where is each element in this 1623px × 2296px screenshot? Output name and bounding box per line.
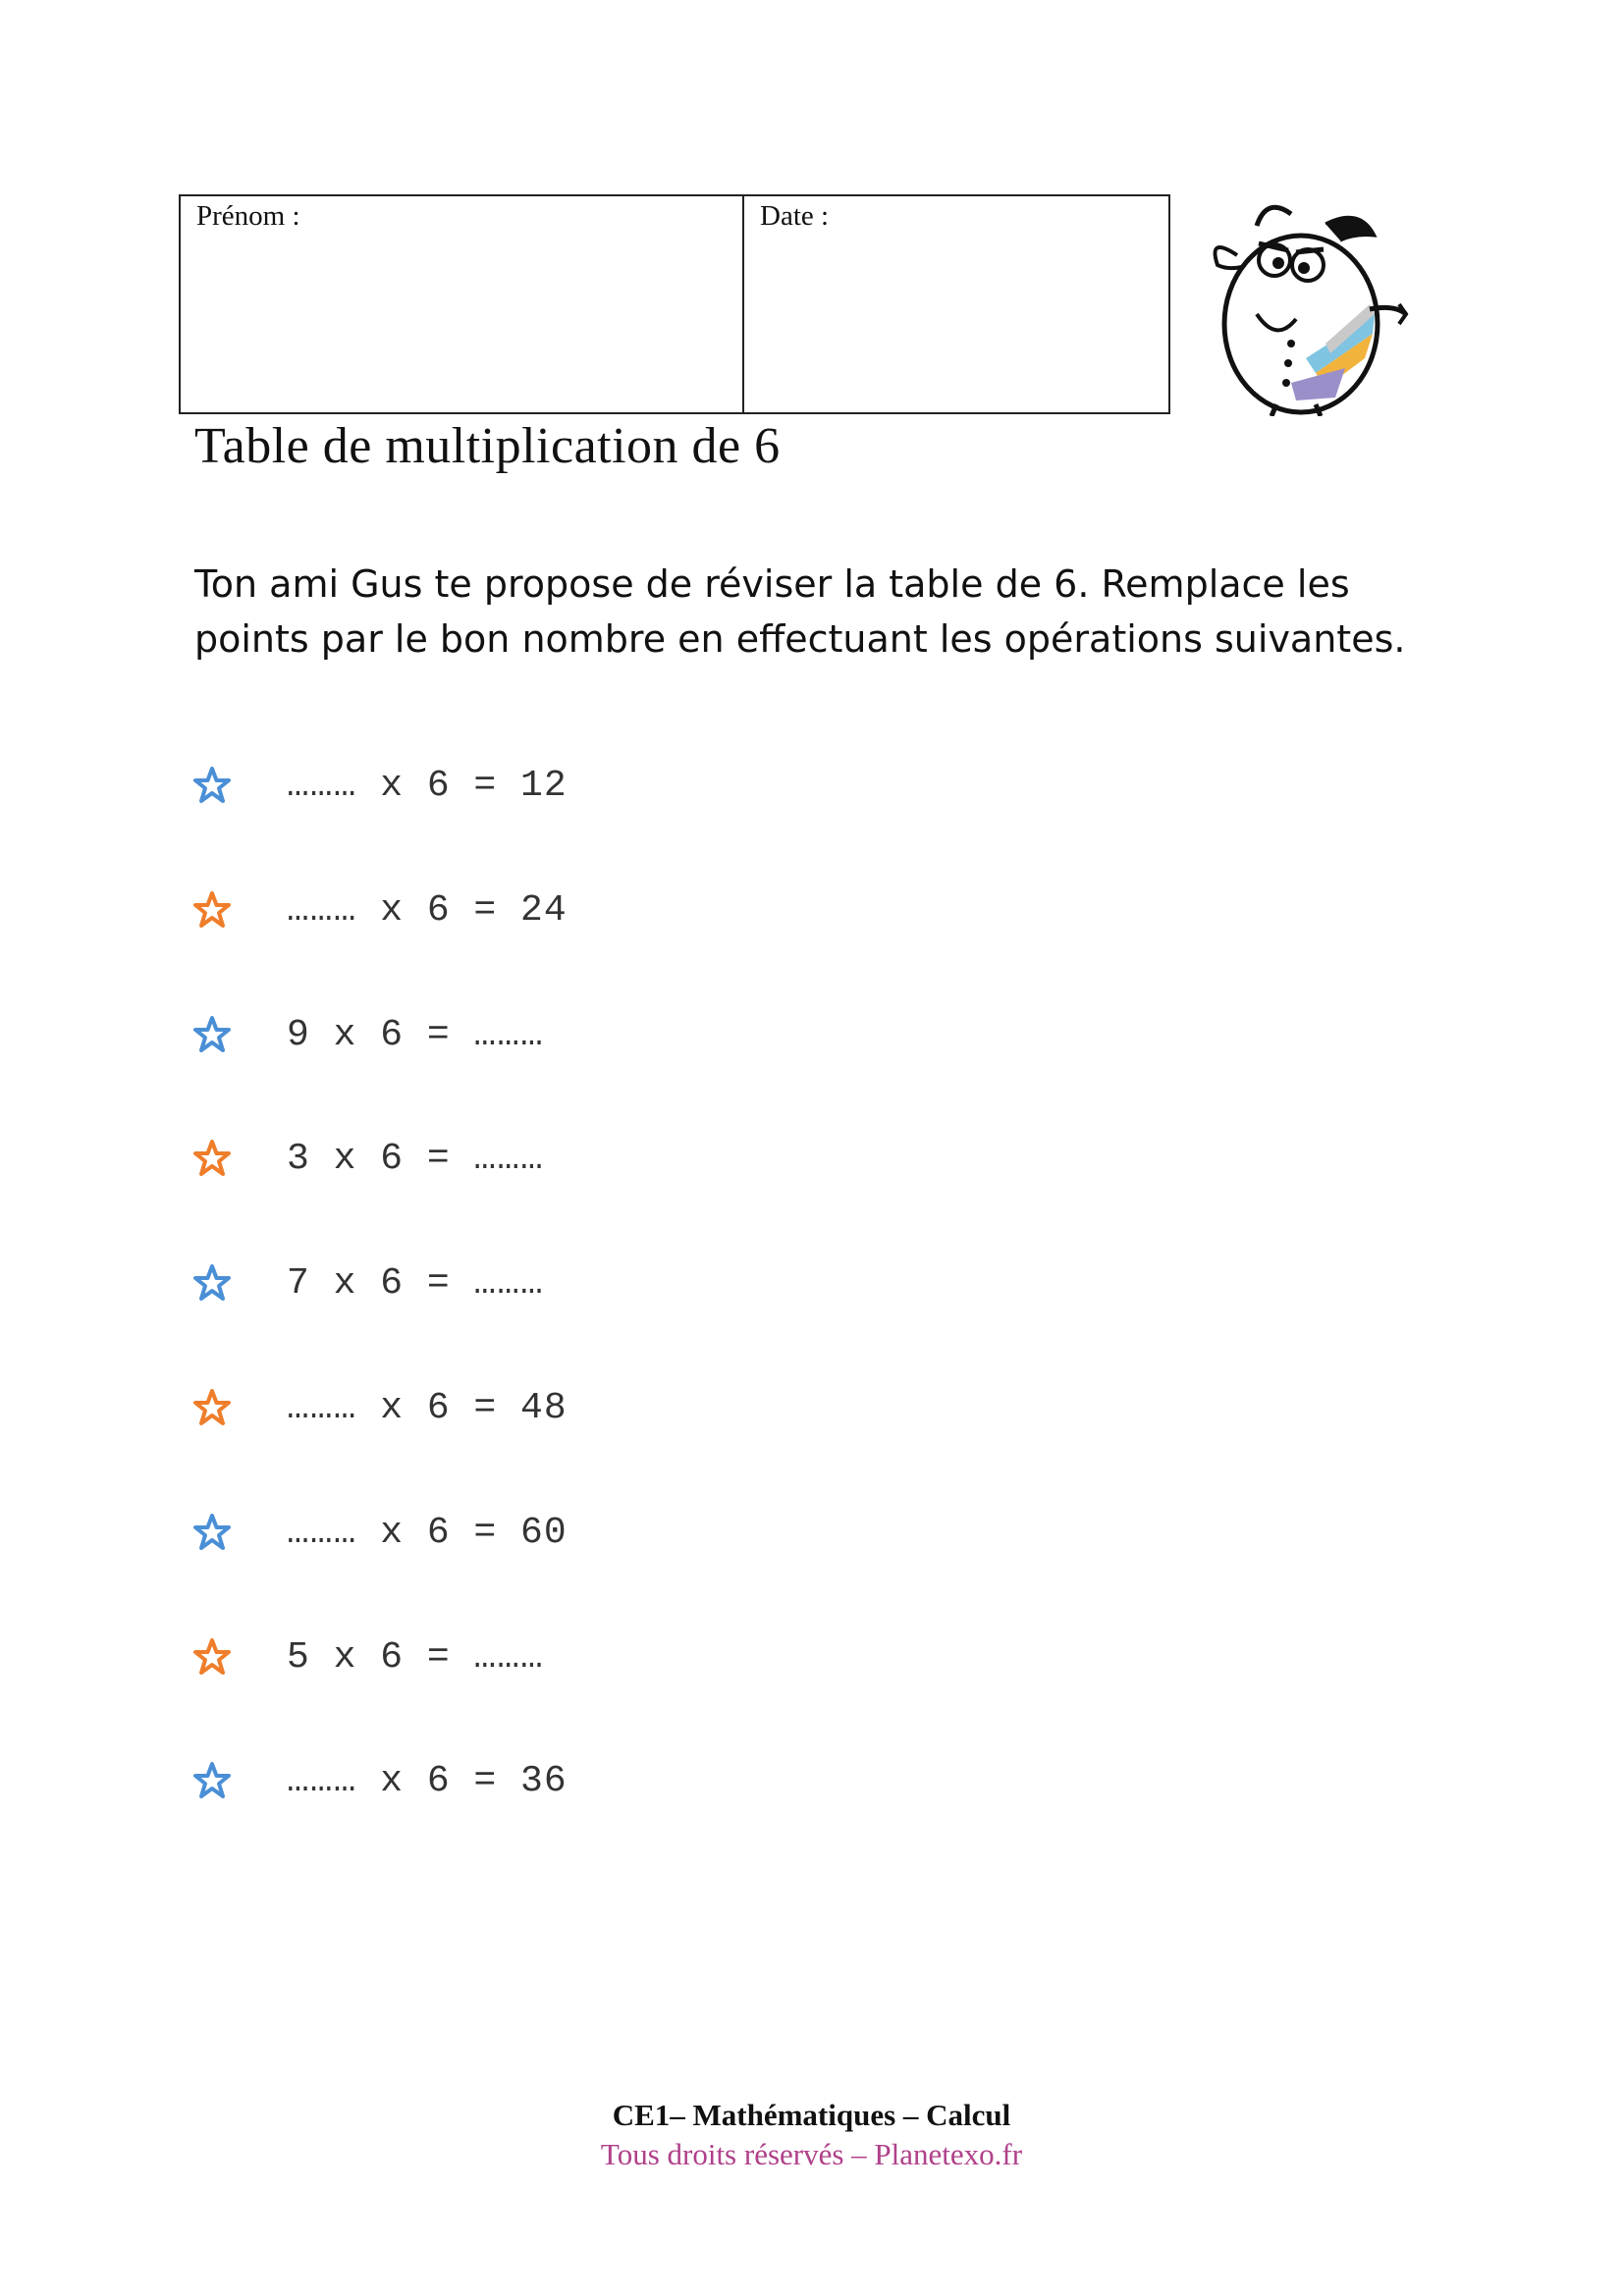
star-icon xyxy=(192,1139,232,1178)
star-shape xyxy=(195,1391,229,1423)
star-icon xyxy=(192,1388,232,1427)
exercise-8 xyxy=(192,1628,544,1686)
date-label: Date : xyxy=(760,200,830,232)
equation: ……… x 6 = 60 xyxy=(287,1511,568,1554)
star-shape xyxy=(195,1764,229,1796)
exercise-7 xyxy=(192,1503,568,1562)
prenom-field[interactable] xyxy=(181,196,744,412)
star-shape xyxy=(195,769,229,801)
star-icon xyxy=(192,1513,232,1552)
equation: ……… x 6 = 24 xyxy=(287,888,568,932)
star-icon xyxy=(192,1761,232,1800)
equation: 7 x 6 = ……… xyxy=(287,1261,544,1305)
star-icon xyxy=(192,1263,232,1303)
exercise-9 xyxy=(192,1751,568,1810)
header-table xyxy=(179,194,1170,414)
prenom-label: Prénom : xyxy=(196,200,300,232)
star-icon xyxy=(192,766,232,805)
star-shape xyxy=(195,893,229,926)
star-icon xyxy=(192,890,232,930)
equation: 9 x 6 = ……… xyxy=(287,1013,544,1056)
footer-copyright: Tous droits réservés – Planetexo.fr xyxy=(600,2137,1023,2171)
equation: ……… x 6 = 36 xyxy=(287,1759,568,1802)
exercise-4 xyxy=(192,1129,544,1188)
star-shape xyxy=(195,1266,229,1299)
exercise-6 xyxy=(192,1378,568,1437)
star-shape xyxy=(195,1142,229,1174)
gus-mascot-illustration xyxy=(1198,196,1412,416)
star-icon xyxy=(192,1015,232,1054)
exercise-5 xyxy=(192,1254,544,1312)
equation: 3 x 6 = ……… xyxy=(287,1137,544,1180)
star-icon xyxy=(192,1637,232,1677)
date-field[interactable] xyxy=(744,196,1168,412)
equation: ……… x 6 = 48 xyxy=(287,1386,568,1429)
exercise-1 xyxy=(192,756,568,815)
star-shape xyxy=(195,1640,229,1673)
equation: ……… x 6 = 12 xyxy=(287,764,568,807)
star-shape xyxy=(195,1018,229,1050)
exercise-2 xyxy=(192,881,568,939)
star-shape xyxy=(195,1516,229,1548)
instruction-text: Ton ami Gus te propose de réviser la table de 6. Remplace les points par le bon nombre en effectuant les opérations suivantes. xyxy=(194,562,1406,661)
exercise-3 xyxy=(192,1005,544,1064)
equation: 5 x 6 = ……… xyxy=(287,1635,544,1679)
page-title: Table de multiplication de 6 xyxy=(194,418,781,474)
footer-course-label: CE1– Mathématiques – Calcul xyxy=(612,2098,1011,2132)
